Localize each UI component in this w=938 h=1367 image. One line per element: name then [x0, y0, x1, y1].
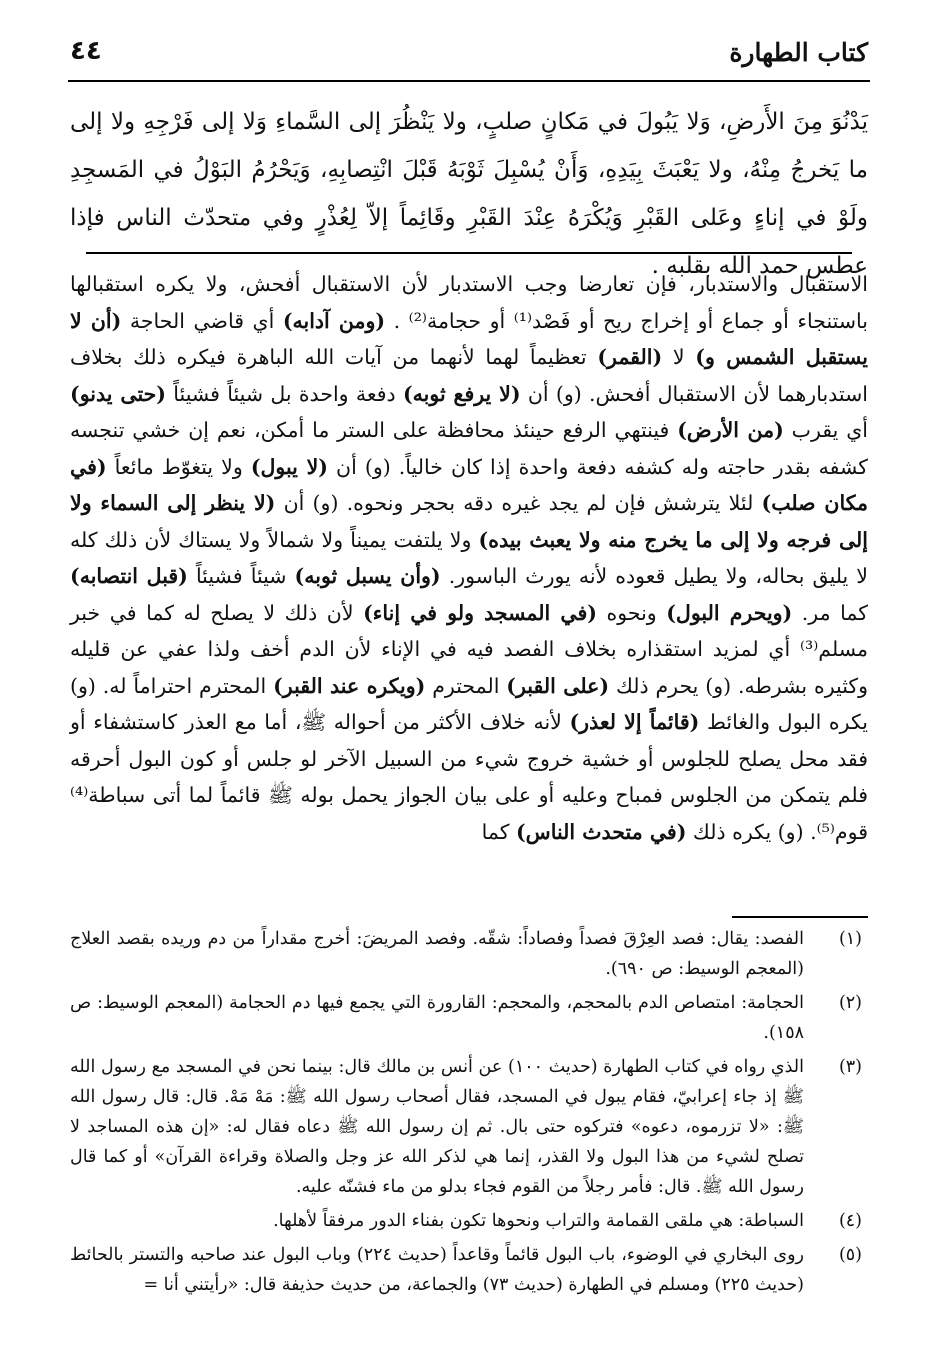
commentary-text: شيئاً فشيئاً — [187, 564, 295, 588]
commentary-text: أي قاضي الحاجة — [121, 308, 283, 333]
commentary-text: فينتهي الرفع حينئذ محافظة على الستر ما أمكن، نعم إن خشي تنجسه كشفه بقدر حاجته وله كشفه دفعة واحدة إذا كان خالياً. (و) أن — [70, 418, 869, 479]
footnote-text: السباطة: هي ملقى القمامة والتراب ونحوها تكون بفناء الدور مرفقاً لأهلها. — [273, 1211, 804, 1231]
commentary-quoted-matn: (القمر) — [597, 345, 663, 369]
commentary-quoted-matn: (من الأرض) — [677, 418, 784, 442]
commentary-text: دفعة واحدة بل شيئاً فشيئاً — [166, 381, 403, 406]
commentary-quoted-matn: (وأن يسبل ثوبه) — [294, 564, 441, 588]
commentary-quoted-matn: (حتى يدنو) — [70, 381, 166, 406]
commentary-text: ولا يلتفت يميناً ولا شمالاً ولا يستاك لأن ذلك كله لا يليق بحاله، ولا يطيل قعوده لأنه يورث الباسور. — [70, 527, 868, 588]
footnote — [70, 1052, 868, 1202]
commentary-text: لأن ذلك لا يصلح له كما في خبر مسلم⁽³⁾ أي لمزيد استقذاره بخلاف الفصد فيه في الإناء لأن الدم أخف ولذا عفي عن قليله وكثيره بشرطه. (و) يحرم ذلك — [70, 600, 869, 698]
commentary-text: تعظيماً لهما لأنهما من آيات الله الباهرة فيكره ذلك بخلاف استدبارهما لأن الاستقبال أفحش. (و) أن — [70, 345, 868, 406]
footnote-text: الحجامة: امتصاص الدم بالمحجم، والمحجم: القارورة التي يجمع فيها دم الحجامة (المعجم الوسيط: ص ١٥٨). — [70, 993, 804, 1043]
footnote — [70, 924, 868, 984]
page-header — [70, 28, 868, 78]
footnote-number: (٥) — [838, 1245, 862, 1265]
commentary-paragraph — [70, 266, 868, 850]
commentary-quoted-matn: (لا ينظر إلى السماء ولا إلى فرجه ولا إلى ما يخرج منه ولا يعبث بيده) — [70, 491, 868, 552]
section-divider — [86, 252, 852, 254]
commentary-text: الاستقبال والاستدبار، فإن تعارضا وجب الاستدبار لأن الاستقبال أفحش، ولا يكره استقبالها باستنجاء أو جماع أو إخراج ريح أو فَصْد — [70, 272, 868, 333]
footnote-text: روى البخاري في الوضوء، باب البول قائماً وقاعداً (حديث ٢٢٤) وباب البول عند صاحبه والتستر بالحائط (حديث ٢٢٥) ومسلم في الطهارة (حديث ٧٣) والجماعة، من حديث حذيفة قال: «رأيتني أنا = — [70, 1245, 805, 1295]
commentary-text: أي يقرب — [783, 418, 868, 442]
header-rule — [68, 80, 870, 82]
commentary-text: لا — [662, 345, 696, 369]
commentary-text: لأنه خلاف الأكثر من أحواله ﷺ، أما مع العذر كاستشفاء أو فقد محل يصلح للجلوس أو خشية خروج شيء من السبيل الآخر لو جلس أو كون البول أحرقه فلم يتمكن من الجلوس فمباح وعليه أو على بيان الجواز يحمل بوله ﷺ قائماً لما أتى سباطة⁽⁴⁾ قوم⁽⁵⁾. (و) يكره ذلك — [70, 710, 868, 844]
commentary-quoted-matn: (لا يبول) — [250, 454, 328, 479]
footnote-number: (٤) — [838, 1211, 862, 1231]
footnote — [70, 988, 868, 1048]
commentary-text: ولا يتغوّط مائعاً — [106, 454, 251, 479]
footnotes — [70, 924, 868, 1304]
footnote-rule — [732, 916, 868, 918]
commentary-quoted-matn: (لا يرفع ثوبه) — [402, 381, 521, 406]
commentary-quoted-matn: (ويحرم البول) — [666, 600, 793, 625]
commentary-text: لئلا يترشش فإن لم يجد غيره دقه بحجر ونحوه. (و) أن — [275, 491, 762, 515]
footnote-text: الذي رواه في كتاب الطهارة (حديث ١٠٠) عن أنس بن مالك قال: بينما نحن في المسجد مع رسول الله ﷺ إذ جاء إعرابيّ، فقام يبول في المسجد، فقال أصحاب رسول الله ﷺ: مَهْ مَهْ. قال: قال رسول الله ﷺ: «لا تزرموه، دعوه» فتركوه حتى بال. ثم إن رسول الله ﷺ دعاه فقال له: «إن هذه المساجد لا تصلح لشيء من هذا البول ولا القذر، إنما هي لذكر الله عز وجل والصلاة وقراءة القرآن» أو كما قال رسول الله ﷺ. قال: فأمر رجلاً من القوم فجاء بدلو من ماء فشنّه عليه. — [70, 1057, 804, 1197]
footnote-number: (٢) — [838, 993, 862, 1013]
commentary-text: ⁽¹⁾ أو حجامة⁽²⁾ . — [385, 308, 533, 333]
commentary-quoted-matn: (قائماً إلا لعذر) — [569, 710, 700, 734]
commentary-text: المحترم — [425, 673, 507, 698]
commentary-text: المحترم احتراماً له. (و) يكره البول والغائط — [70, 673, 868, 734]
footnote — [70, 1206, 868, 1236]
page-number: ٤٤ — [70, 36, 102, 66]
commentary-quoted-matn: (في المسجد ولو في إناء) — [363, 600, 597, 625]
commentary-text: كما — [481, 819, 516, 844]
footnote-number: (١) — [838, 929, 862, 949]
commentary-quoted-matn: (أن لا يستقبل الشمس و) — [70, 308, 868, 369]
commentary-text: ونحوه — [596, 600, 667, 625]
commentary-text: كما مر. — [792, 600, 868, 625]
footnote-number: (٣) — [838, 1057, 862, 1077]
commentary-quoted-matn: (على القبر) — [506, 673, 610, 698]
main-text-paragraph: يَدْنُوَ مِنَ الأَرضِ، وَلا يَبُولَ في مَكانٍ صلبٍ، ولا يَنْظُرَ إلى السَّماءِ وَلا إلى فَرْجِهِ ولا إلى ما يَخرجُ مِنْهُ، ولا يَعْبَثَ بِيَدِهِ، وَأَنْ يُسْبِلَ ثَوْبَهُ قَبْلَ انْتِصابِهِ، وَيَحْرُمُ البَوْلُ في المَسجِدِ ولَوْ في إناءٍ وعَلى القَبْرِ وَيُكْرَهُ عِنْدَ القَبْرِ وقَائِماً إلاّ لِعُذْرٍ وفي متحدّث الناس فإذا عطس حمد الله بقلبه . — [70, 109, 868, 279]
commentary-quoted-matn: (ويكره عند القبر) — [273, 673, 426, 698]
commentary-quoted-matn: (في مكان صلب) — [70, 454, 868, 515]
footnote-text: الفصد: يقال: فصد العِرْقَ فصداً وفصاداً: شقّه. وفصد المريضَ: أخرج مقداراً من دم وريده بقصد العلاج (المعجم الوسيط: ص ٦٩٠). — [70, 929, 804, 979]
commentary — [70, 266, 868, 850]
main-text — [70, 98, 868, 290]
commentary-quoted-matn: (قبل انتصابه) — [70, 564, 188, 588]
running-title: كتاب الطهارة — [729, 38, 868, 67]
commentary-quoted-matn: (في متحدث الناس) — [515, 819, 687, 844]
footnote — [70, 1240, 868, 1300]
commentary-quoted-matn: (ومن آدابه) — [282, 308, 386, 333]
